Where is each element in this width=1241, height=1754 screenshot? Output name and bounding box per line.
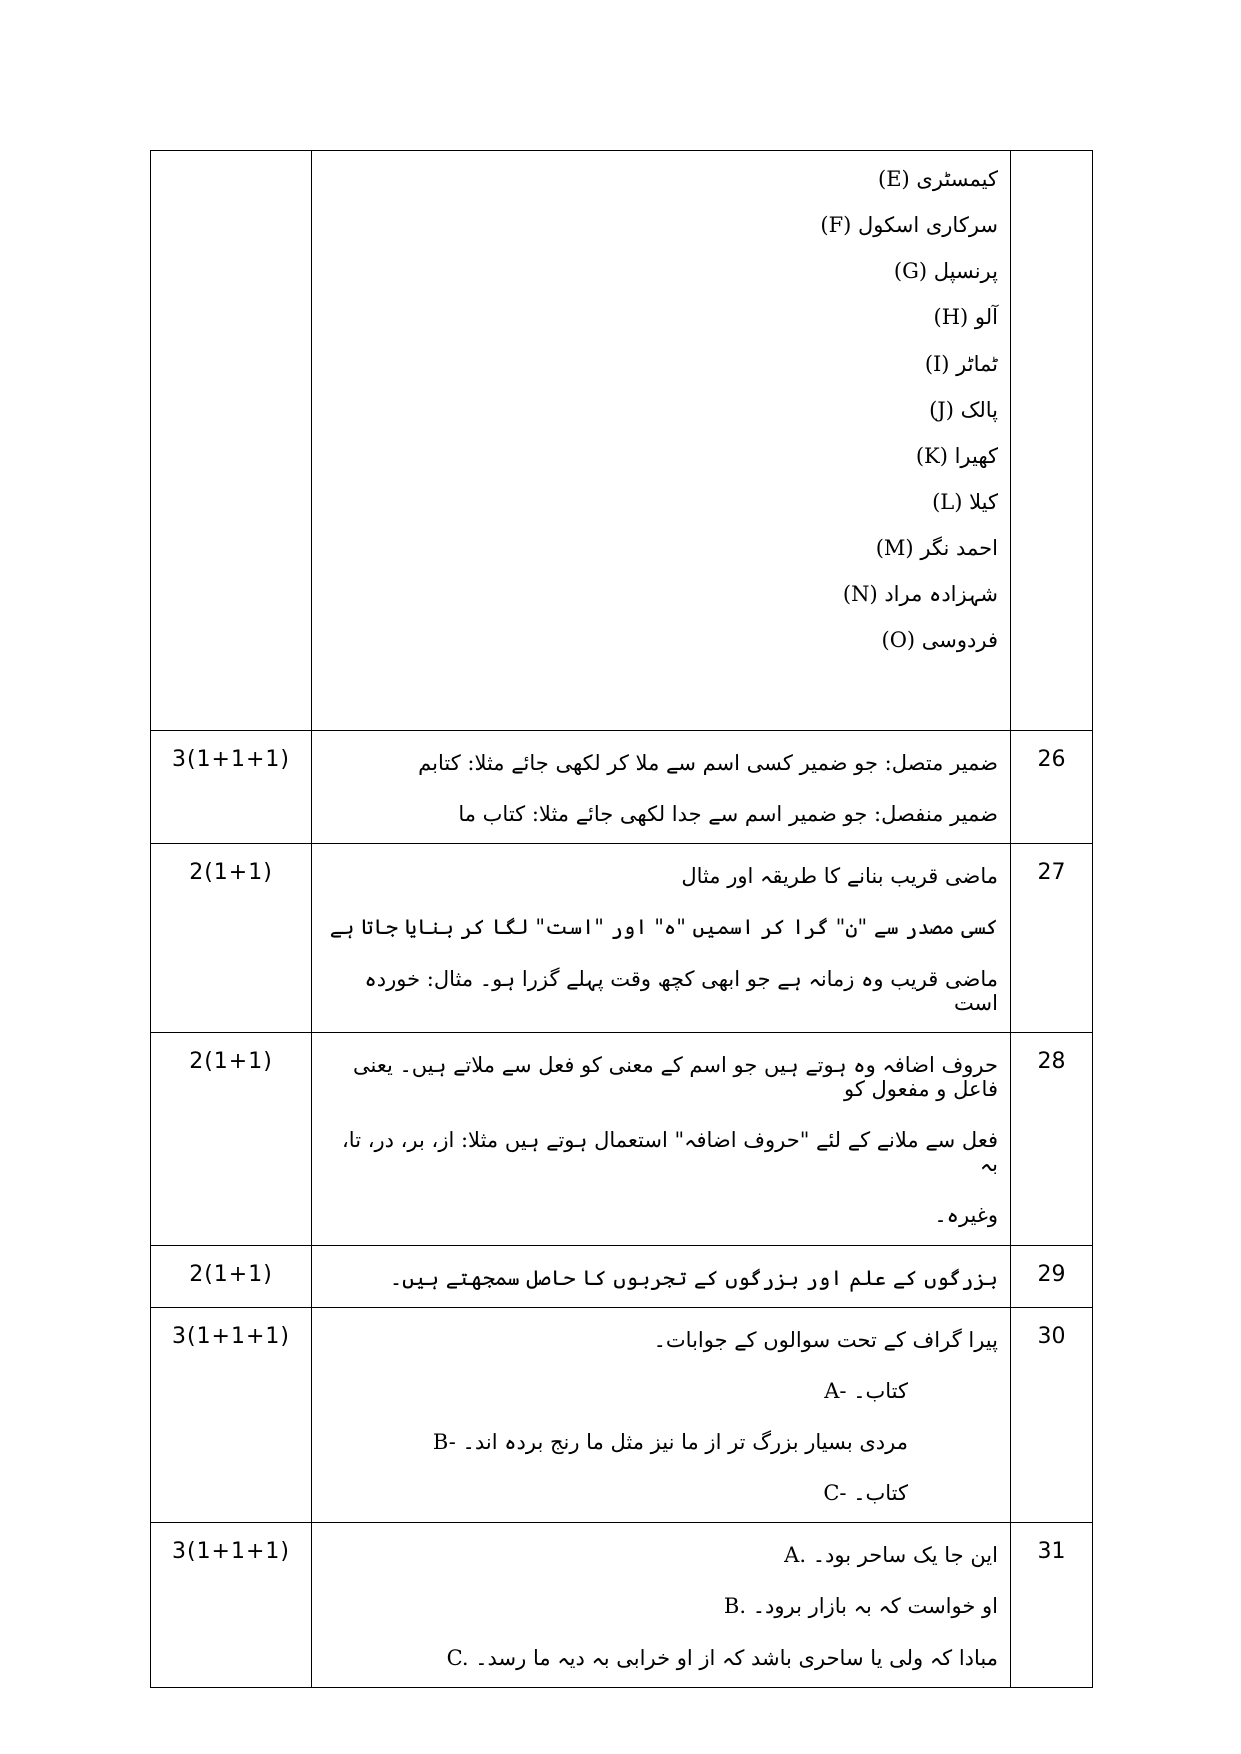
answer-line: A. این جا یک ساحر بود۔ (784, 1543, 998, 1568)
option-item: (K) کھیرا (915, 443, 998, 468)
answer-line: پیرا گراف کے تحت سوالوں کے جوابات۔ (653, 1327, 998, 1352)
question-number-cell (1011, 151, 1093, 731)
option-item: (L) کیلا (932, 489, 998, 514)
answer-line: کسی مصدر سے "ن" گرا کر اسمیں "ہ" اور "است" لگا کر بنایا جاتا ہے (329, 915, 998, 940)
answer-cell (312, 1245, 1011, 1307)
answer-cell (312, 844, 1011, 1033)
option-item: (G) پرنسپل (893, 259, 998, 284)
answer-line: B. او خواست کہ بہ بازار برود۔ (723, 1594, 998, 1619)
table-row (151, 1245, 1093, 1307)
answer-line: A- کتاب۔ (824, 1378, 908, 1403)
answer-cell (312, 1032, 1011, 1245)
question-number-cell: 26 (1011, 731, 1093, 844)
option-item: (N) شہزادہ مراد (842, 582, 998, 607)
answer-line: ماضی قریب وہ زمانہ ہے جو ابھی کچھ وقت پہلے گزرا ہو۔ مثال: خوردہ است (364, 966, 998, 1015)
question-number-cell: 28 (1011, 1032, 1093, 1245)
question-number-cell: 27 (1011, 844, 1093, 1033)
question-number-cell: 29 (1011, 1245, 1093, 1307)
option-item: (O) فردوسی (881, 628, 998, 653)
table-row (151, 1032, 1093, 1245)
marks-cell: 3(1+1+1) (151, 1307, 312, 1523)
question-number-cell: 30 (1011, 1307, 1093, 1523)
marks-cell: 2(1+1) (151, 1032, 312, 1245)
marking-scheme-table (150, 150, 1093, 1688)
table-row (151, 1523, 1093, 1687)
option-item: (I) ٹماٹر (924, 351, 998, 376)
answer-line: ماضی قریب بنانے کا طریقہ اور مثال (681, 864, 998, 889)
question-number-cell: 31 (1011, 1523, 1093, 1687)
option-item: (F) سرکاری اسکول (820, 213, 998, 238)
marks-cell: 3(1+1+1) (151, 731, 312, 844)
table-row (151, 1307, 1093, 1523)
answer-line: حروف اضافہ وہ ہوتے ہیں جو اسم کے معنی کو فعل سے ملاتے ہیں۔ یعنی فاعل و مفعول کو (353, 1052, 998, 1101)
answer-line: بزرگوں کے علم اور بزرگوں کے تجربوں کا حاصل سمجھتے ہیں۔ (389, 1265, 998, 1290)
answer-line: C- کتاب۔ (823, 1481, 908, 1506)
option-item: (M) احمد نگر (875, 536, 998, 561)
answer-cell (312, 731, 1011, 844)
option-item: (J) پالک (929, 397, 998, 422)
option-item: (H) آلو (933, 305, 998, 330)
answer-cell (312, 151, 1011, 731)
marks-cell: 3(1+1+1) (151, 1523, 312, 1687)
marks-cell: 2(1+1) (151, 1245, 312, 1307)
answer-line: C. مبادا کہ ولی یا ساحری باشد کہ از او خرابی بہ دیہ ما رسد۔ (446, 1645, 998, 1670)
answer-line: B- مردی بسیار بزرگ تر از ما نیز مثل ما رنج بردہ اند۔ (432, 1429, 908, 1454)
answer-line: ضمیر متصل: جو ضمیر کسی اسم سے ملا کر لکھی جائے مثلا: کتابم (418, 751, 998, 775)
option-item: (E) کیمسٹری (878, 167, 998, 191)
marks-cell: 2(1+1) (151, 844, 312, 1033)
answer-line: ضمیر منفصل: جو ضمیر اسم سے جدا لکھی جائے مثلا: کتاب ما (458, 802, 998, 827)
answer-line: فعل سے ملانے کے لئے "حروف اضافہ" استعمال ہوتے ہیں مثلا: از، بر، در، تا، بہ (342, 1128, 998, 1177)
answer-cell (312, 1307, 1011, 1523)
answer-cell (312, 1523, 1011, 1687)
answer-line: وغیرہ۔ (934, 1203, 998, 1228)
table-row (151, 844, 1093, 1033)
table-row-options (151, 151, 1093, 731)
marks-cell (151, 151, 312, 731)
table-row (151, 731, 1093, 844)
